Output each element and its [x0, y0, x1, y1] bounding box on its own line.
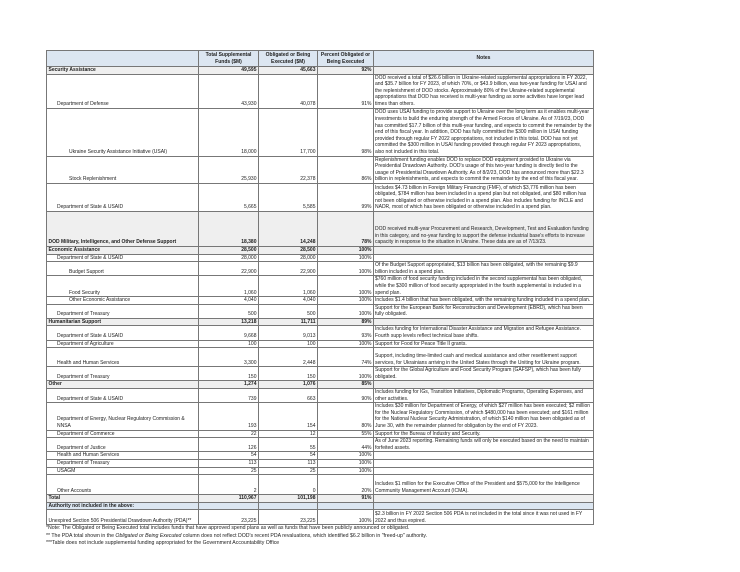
- percent-cell: 78%: [318, 211, 374, 246]
- total-funds-cell: 1,274: [199, 381, 259, 389]
- obligated-cell: 1,060: [259, 276, 318, 297]
- percent-cell: 44%: [318, 438, 374, 452]
- total-funds-cell: 113: [199, 459, 259, 467]
- table-row: [47, 430, 594, 438]
- percent-cell: [318, 502, 374, 510]
- table-row: [47, 297, 594, 305]
- percent-cell: 93%: [318, 326, 374, 340]
- footnote-2-post: column does not reflect DOD's recent PDA revaluations, which identified $6.2 billion in "freed-up" authority.: [181, 532, 428, 539]
- table-row: [47, 183, 594, 211]
- header-notes: Notes: [374, 51, 594, 67]
- total-funds-cell: 739: [199, 389, 259, 403]
- notes-cell: Includes $1.4 billion that has been obligated, with the remaining funding included in a spend plan.: [374, 297, 594, 305]
- row-label: Department of State & USAID: [47, 183, 199, 211]
- obligated-cell: 101,198: [259, 495, 318, 503]
- total-funds-cell: 25: [199, 467, 259, 475]
- table-row: [47, 467, 594, 475]
- obligated-cell: 40,078: [259, 74, 318, 108]
- percent-cell: 100%: [318, 276, 374, 297]
- total-funds-cell: 500: [199, 304, 259, 318]
- table-row: [47, 495, 594, 503]
- row-label: Department of Defense: [47, 74, 199, 108]
- table-row: [47, 510, 594, 525]
- obligated-cell: 14,248: [259, 211, 318, 246]
- obligated-cell: 55: [259, 438, 318, 452]
- total-funds-cell: 4,040: [199, 297, 259, 305]
- row-label: Budget Support: [47, 262, 199, 276]
- table-row: [47, 403, 594, 430]
- total-funds-cell: 28,500: [199, 246, 259, 254]
- obligated-cell: 9,013: [259, 326, 318, 340]
- table-row: [47, 254, 594, 262]
- row-label: Department of State & USAID: [47, 326, 199, 340]
- row-label: Health and Human Services: [47, 348, 199, 367]
- total-funds-cell: 150: [199, 367, 259, 381]
- obligated-cell: 100: [259, 340, 318, 348]
- table-row: [47, 304, 594, 318]
- row-label: Total: [47, 495, 199, 503]
- total-funds-cell: 22,900: [199, 262, 259, 276]
- obligated-cell: 2,448: [259, 348, 318, 367]
- row-label: Department of State & USAID: [47, 389, 199, 403]
- obligated-cell: 5,585: [259, 183, 318, 211]
- row-label: Ukraine Security Assistance Initiative (USAI): [47, 108, 199, 156]
- supplemental-funds-table: [46, 50, 594, 525]
- row-label: Stock Replenishment: [47, 156, 199, 183]
- obligated-cell: 17,700: [259, 108, 318, 156]
- obligated-cell: 22,900: [259, 262, 318, 276]
- total-funds-cell: 2: [199, 475, 259, 495]
- row-label: Authority not included in the above:: [47, 502, 199, 510]
- total-funds-cell: 193: [199, 403, 259, 430]
- obligated-cell: 150: [259, 367, 318, 381]
- notes-cell: Includes funding for IGs, Transition Initiatives, Diplomatic Programs, Operating Expenses, and other activities.: [374, 389, 594, 403]
- notes-cell: Includes $30 million for Department of Energy, of which $27 million has been executed; $2 million for the Nuclear Regulatory Commission, of which $480,000 has been executed; and $161 million for the National Nuclear Security Administration, of which $140 million has been obligated as of June 30, with the remainder planned for obligation by the end of FY 2023.: [374, 403, 594, 430]
- row-label: Food Security: [47, 276, 199, 297]
- percent-cell: 100%: [318, 246, 374, 254]
- header-percent: Percent Obligated or Being Executed: [318, 51, 374, 67]
- obligated-cell: 663: [259, 389, 318, 403]
- notes-cell: Includes $4.73 billion in Foreign Military Financing (FMF), of which $3,776 million has been obligated, $784 million has been included in a spend plan but not obligated, and $80 million has not been obligated or otherwise included in a spend plan. Also includes funding for INCLE and NADR, most of which has been obligated or otherwise included in a spend plan.: [374, 183, 594, 211]
- row-label: USAGM: [47, 467, 199, 475]
- header-label: [47, 51, 199, 67]
- notes-cell: DOD uses USAI funding to provide support to Ukraine over the long term as it enables multi-year investments to build the enduring strength of the Armed Forces of Ukraine. As of 7/19/23, DOD has committed $17.7 billion of this multi-year funding, and expects to commit the remainder by the end of this fiscal year. In addition, DOD has fully committed the $300 million in USAI funding provided through regular FY 2022 appropriations, not included in this total. DOD has not yet committed the $300 million in USAI funding provided through regular FY 2023 appropriations, also not included in this total.: [375, 109, 592, 155]
- obligated-cell: 0: [259, 475, 318, 495]
- row-label: Health and Human Services: [47, 452, 199, 460]
- row-label: Economic Assistance: [47, 246, 199, 254]
- table-row: [47, 246, 594, 254]
- percent-cell: 91%: [318, 495, 374, 503]
- table-row: [47, 156, 594, 183]
- notes-cell: DOD received multi-year Procurement and Research, Development, Test and Evaluation funding in this category, and no-year funding to support the defense industrial base's efforts to increase capacity in response to the situation in Ukraine. These data are as of 7/13/23.: [374, 211, 594, 246]
- obligated-cell: 1,076: [259, 381, 318, 389]
- total-funds-cell: 126: [199, 438, 259, 452]
- total-funds-cell: 18,000: [199, 108, 259, 156]
- obligated-cell: 154: [259, 403, 318, 430]
- obligated-cell: 11,711: [259, 318, 318, 326]
- header-row: [47, 51, 594, 67]
- table-row: [47, 438, 594, 452]
- percent-cell: 86%: [318, 156, 374, 183]
- total-funds-cell: 100: [199, 340, 259, 348]
- notes-cell: [374, 459, 594, 467]
- notes-cell: DOD received a total of $26.6 billion in Ukraine-related supplemental appropriations in FY 2022, and $35.7 billion for FY 2023, of which 70%, or $43.9 billion, was two-year funding for USAI and the replenishment of DOD stocks. Approximately 80% of the Ukraine-related supplemental appropriations that DOD has received is multi-year funding as some activities have longer lead times than others.: [374, 74, 594, 108]
- table-row: [47, 367, 594, 381]
- percent-cell: 85%: [318, 381, 374, 389]
- page-content: [46, 50, 593, 548]
- table-row: [47, 340, 594, 348]
- percent-cell: 100%: [318, 367, 374, 381]
- percent-cell: 100%: [318, 510, 374, 525]
- percent-cell: 98%: [318, 108, 374, 156]
- total-funds-cell: 13,218: [199, 318, 259, 326]
- row-label: Unexpired Section 506 Presidential Drawdown Authority (PDA)**: [47, 510, 199, 525]
- percent-cell: 20%: [318, 475, 374, 495]
- table-row: [47, 262, 594, 276]
- table-row: [47, 389, 594, 403]
- percent-cell: 100%: [318, 459, 374, 467]
- notes-cell: [374, 467, 594, 475]
- footnote-2: [46, 533, 593, 541]
- obligated-cell: 28,000: [259, 254, 318, 262]
- total-funds-cell: 5,665: [199, 183, 259, 211]
- row-label: Department of Agriculture: [47, 340, 199, 348]
- obligated-cell: 500: [259, 304, 318, 318]
- percent-cell: 74%: [318, 348, 374, 367]
- total-funds-cell: [199, 502, 259, 510]
- table-row: [47, 211, 594, 246]
- obligated-cell: 12: [259, 430, 318, 438]
- total-funds-cell: 3,300: [199, 348, 259, 367]
- table-row: [47, 452, 594, 460]
- table-row: [47, 318, 594, 326]
- percent-cell: 92%: [318, 67, 374, 75]
- row-label: Other Accounts: [47, 475, 199, 495]
- row-label: Other: [47, 381, 199, 389]
- row-label: Humanitarian Support: [47, 318, 199, 326]
- table-row: [47, 381, 594, 389]
- obligated-cell: 25: [259, 467, 318, 475]
- percent-cell: 100%: [318, 452, 374, 460]
- table-row: [47, 74, 594, 108]
- total-funds-cell: 28,000: [199, 254, 259, 262]
- row-label: Department of State & USAID: [47, 254, 199, 262]
- notes-cell: [374, 318, 594, 326]
- row-label: Department of Treasury: [47, 367, 199, 381]
- footnote-2-pre: ** The PDA total shown in the: [46, 532, 116, 539]
- notes-cell: $2.3 billion in FY 2022 Section 506 PDA is not included in the total since it was not used in FY 2022 and thus expired.: [374, 510, 594, 525]
- table-row: [47, 475, 594, 495]
- notes-cell: [374, 381, 594, 389]
- notes-cell: Support, including time-limited cash and medical assistance and other resettlement support services, for Ukrainians arriving in the United States through the Uniting for Ukraine program.: [374, 348, 594, 367]
- total-funds-cell: 22: [199, 430, 259, 438]
- footnote-3: ***Table does not include supplemental funding appropriated for the Government Accountability Office: [46, 540, 280, 547]
- table-row: [47, 108, 594, 156]
- row-label: Security Assistance: [47, 67, 199, 75]
- obligated-cell: 45,663: [259, 67, 318, 75]
- obligated-cell: 22,378: [259, 156, 318, 183]
- table-row: [47, 502, 594, 510]
- percent-cell: 100%: [318, 304, 374, 318]
- notes-cell: Of the Budget Support appropriated, $13 billion has been obligated, with the remaining $9.9 billion included in a spend plan.: [374, 262, 594, 276]
- total-funds-cell: 54: [199, 452, 259, 460]
- notes-cell: Includes funding for International Disaster Assistance and Migration and Refugee Assistance. Fourth supp levels reflect technical base shifts.: [374, 326, 594, 340]
- obligated-cell: 4,040: [259, 297, 318, 305]
- percent-cell: 99%: [318, 183, 374, 211]
- total-funds-cell: 1,060: [199, 276, 259, 297]
- percent-cell: 100%: [318, 297, 374, 305]
- row-label: Department of Energy, Nuclear Regulatory Commission & NNSA: [47, 403, 199, 430]
- percent-cell: 89%: [318, 318, 374, 326]
- total-funds-cell: 18,380: [199, 211, 259, 246]
- row-label: Department of Justice: [47, 438, 199, 452]
- table-row: [47, 348, 594, 367]
- table-row: [47, 276, 594, 297]
- notes-cell: Replenishment funding enables DOD to replace DOD equipment provided to Ukraine via Presidential Drawdown Authority. DOD's usage of this two-year funding is directly tied to the usage of Presidential Drawdown Authority. As of 8/2/23, DOD has announced more than $22.3 billion in replenishments, and expects to commit the remainder by the end of this fiscal year.: [374, 156, 594, 183]
- row-label: Department of Treasury: [47, 304, 199, 318]
- notes-cell: Support for the Global Agriculture and Food Security Program (GAFSP), which has been fully obligated.: [374, 367, 594, 381]
- notes-cell: [374, 502, 594, 510]
- notes-cell: Support for the European Bank for Reconstruction and Development (EBRD), which has been fully obligated.: [374, 304, 594, 318]
- percent-cell: 90%: [318, 389, 374, 403]
- obligated-cell: [259, 502, 318, 510]
- total-funds-cell: 110,967: [199, 495, 259, 503]
- row-label: Other Economic Assistance: [47, 297, 199, 305]
- notes-cell: [374, 246, 594, 254]
- row-label: Department of Treasury: [47, 459, 199, 467]
- total-funds-cell: 23,225: [199, 510, 259, 525]
- obligated-cell: 28,500: [259, 246, 318, 254]
- notes-cell: Includes $1 million for the Executive Office of the President and $575,000 for the Intelligence Community Management Account (ICMA).: [374, 475, 594, 495]
- percent-cell: 100%: [318, 262, 374, 276]
- percent-cell: 100%: [318, 340, 374, 348]
- notes-cell: $760 million of food security funding included in the second supplemental has been obligated, while the $300 million of food security appropriated in the fourth supplemental is included in a spend plan.: [374, 276, 594, 297]
- notes-cell: As of June 2023 reporting. Remaining funds will only be executed based on the need to maintain forfeited assets.: [374, 438, 594, 452]
- total-funds-cell: 49,595: [199, 67, 259, 75]
- notes-cell: [374, 254, 594, 262]
- obligated-cell: 23,225: [259, 510, 318, 525]
- footnote-1: *Note: The Obligated or Being Executed total includes funds that have approved spend plans as well as funds that have been publicly announced or obligated.: [46, 525, 410, 532]
- percent-cell: 55%: [318, 430, 374, 438]
- notes-cell: [374, 452, 594, 460]
- notes-cell: [374, 495, 594, 503]
- row-label: DOD Military, Intelligence, and Other Defense Support: [47, 211, 199, 246]
- footnote-2-italic: Obligated or Being Executed: [115, 532, 182, 539]
- obligated-cell: 54: [259, 452, 318, 460]
- total-funds-cell: 9,668: [199, 326, 259, 340]
- notes-cell: [374, 67, 594, 75]
- total-funds-cell: 43,930: [199, 74, 259, 108]
- row-label: Department of Commerce: [47, 430, 199, 438]
- percent-cell: 100%: [318, 467, 374, 475]
- percent-cell: 80%: [318, 403, 374, 430]
- percent-cell: 91%: [318, 74, 374, 108]
- total-funds-cell: 25,930: [199, 156, 259, 183]
- percent-cell: 100%: [318, 254, 374, 262]
- table-row: [47, 67, 594, 75]
- header-total: Total Supplemental Funds ($M): [199, 51, 259, 67]
- notes-cell: Support for the Bureau of Industry and Security.: [374, 430, 594, 438]
- obligated-cell: 113: [259, 459, 318, 467]
- notes-cell: Support for Food for Peace Title II grants.: [374, 340, 594, 348]
- table-row: [47, 326, 594, 340]
- table-row: [47, 459, 594, 467]
- header-obligated: Obligated or Being Executed ($M): [259, 51, 318, 67]
